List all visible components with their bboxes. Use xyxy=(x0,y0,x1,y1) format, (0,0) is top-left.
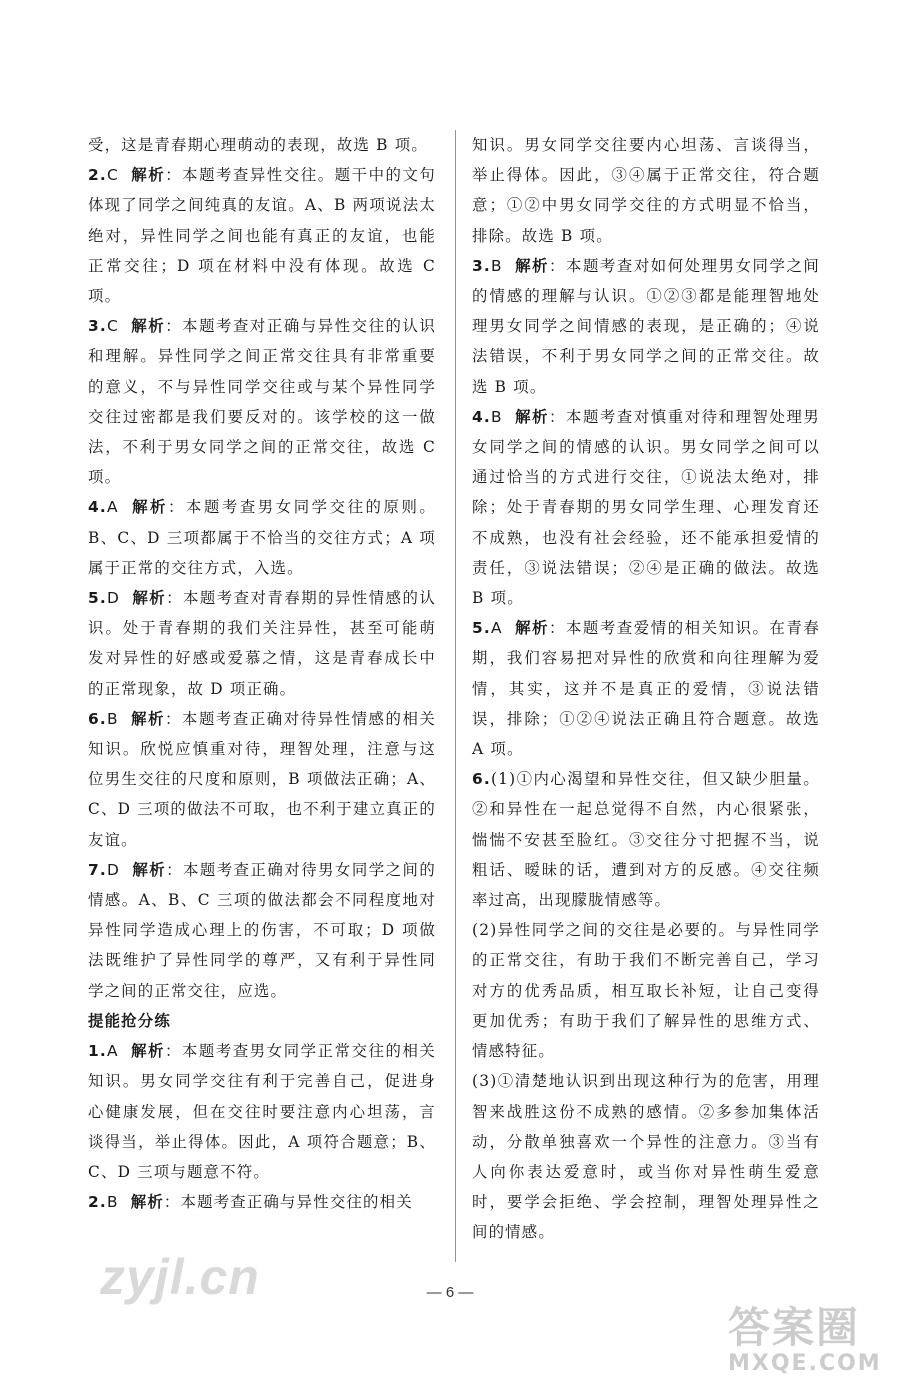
right-continuation xyxy=(472,130,820,251)
item-answer: B xyxy=(106,1193,119,1212)
item-number: 7. xyxy=(88,860,107,879)
answer-item xyxy=(88,855,436,1006)
analysis-label: 解析 xyxy=(130,1042,165,1061)
watermark-logo-text: 答案圈 xyxy=(728,1303,861,1352)
item-answer: C xyxy=(106,317,119,336)
page-number: — 6 — xyxy=(426,1284,474,1301)
item-answer: A xyxy=(106,1042,119,1061)
analysis-label: 解析 xyxy=(130,709,166,728)
item-number: 6. xyxy=(472,770,491,789)
item-number: 1. xyxy=(88,1042,107,1061)
analysis-text: ：本题考查对慎重对待和理智处理男女同学之间的情感的认识。男女同学之间可以通过恰当的方式进行交往，①说法太绝对，排除；处于青春期的男女同学生理、心理发育还不成熟，也没有社会经验，还不能承担爱情的责任，③说法错误；②④是正确的做法。故选 B 项。 xyxy=(472,407,821,608)
column-divider xyxy=(455,130,456,1262)
item-number: 2. xyxy=(88,1193,107,1212)
paragraph-text: 知识。男女同学交往要内心坦荡、言谈得当，举止得体。因此，③④属于正常交往，符合题意；①②中男女同学交往的方式明显不恰当，排除。故选 B 项。 xyxy=(472,136,820,245)
analysis-text: ：本题考查男女同学正常交往的相关知识。男女同学交往有利于完善自己，促进身心健康发展，但在交往时要注意内心坦荡，言谈得当，举止得体。因此，A 项符合题意；B、C、D 三项与题意不符。 xyxy=(88,1042,436,1181)
answer-item xyxy=(472,613,820,764)
answer-item xyxy=(88,1036,436,1187)
item-number: 4. xyxy=(472,407,491,426)
analysis-label: 解析 xyxy=(130,1193,164,1212)
right-column xyxy=(472,130,820,1248)
answer-item xyxy=(88,1187,436,1217)
sub-answer-text: (1)①内心渴望和异性交往，但又缺少胆量。②和异性在一起总觉得不自然，内心很紧张，惴惴不安甚至脸红。③交往分寸把握不当，说粗话、暧昧的话，遭到对方的反感。④交往频率过高，出现朦胧情感等。 xyxy=(472,770,820,910)
answer-item xyxy=(88,311,436,492)
paragraph-text: 受，这是青春期心理萌动的表现，故选 B 项。 xyxy=(88,136,428,154)
item-answer: B xyxy=(106,709,119,728)
answer-item xyxy=(88,160,436,311)
answer-item xyxy=(88,492,436,583)
analysis-text: ：本题考查爱情的相关知识。在青春期，我们容易把对异性的欣赏和向往理解为爱情，其实，这并不是真正的爱情，③说法错误，排除；①②④说法正确且符合题意。故选 A 项。 xyxy=(472,619,820,759)
analysis-label: 解析 xyxy=(514,256,550,275)
item-answer: C xyxy=(106,166,119,185)
analysis-label: 解析 xyxy=(130,498,168,517)
analysis-text: ：本题考查男女同学交往的原则。B、C、D 三项都属于不恰当的交往方式；A 项属于正常的交往方式，入选。 xyxy=(88,498,436,577)
analysis-label: 解析 xyxy=(130,317,166,336)
item-answer: A xyxy=(106,498,119,517)
item-answer: D xyxy=(106,589,121,608)
item-number: 3. xyxy=(472,256,491,275)
sub-answer: (2)异性同学之间的交往是必要的。与异性同学的正常交往，有助于我们不断完善自己，学习对方的优秀品质，相互取长补短，让自己变得更加优秀；有助于我们了解异性的思维方式、情感特征。 xyxy=(472,921,820,1061)
analysis-label: 解析 xyxy=(514,619,549,638)
item-number: 4. xyxy=(88,498,107,517)
left-column xyxy=(88,130,436,1217)
analysis-text: ：本题考查正确对待男女同学之间的情感。A、B、C 三项的做法都会不同程度地对异性同学造成心理上的伤害，不可取；D 项做法既维护了异性同学的尊严，又有利于异性同学之间的正常交往，应选。 xyxy=(88,860,436,1000)
item-number: 5. xyxy=(472,619,491,638)
item-answer: B xyxy=(490,256,503,275)
item-number: 3. xyxy=(88,317,107,336)
analysis-text: ：本题考查正确与异性交往的相关 xyxy=(163,1193,413,1212)
item-number: 5. xyxy=(88,589,107,608)
analysis-text: ：本题考查对如何处理男女同学之间的情感的理解与认识。①②③都是能理智地处理男女同学之间情感的表现，是正确的；④说法错误，不利于男女同学之间的正常交往。故选 B 项。 xyxy=(472,256,821,396)
analysis-text: ：本题考查异性交往。题干中的文句体现了同学之间纯真的友谊。A、B 两项说法太绝对，异性同学之间也能有真正的友谊，也能正常交往；D 项在材料中没有体现。故选 C 项。 xyxy=(88,166,437,306)
left-continuation xyxy=(88,130,436,160)
analysis-label: 解析 xyxy=(514,407,550,426)
answer-item-6 xyxy=(472,764,820,915)
item-answer: D xyxy=(106,860,121,879)
item-number: 6. xyxy=(88,709,107,728)
analysis-text: ：本题考查对正确与异性交往的认识和理解。异性同学之间正常交往具有非常重要的意义，不与异性同学交往或与某个异性同学交往过密都是我们要反对的。该学校的这一做法，不利于男女同学之间的正常交往，故选 C 项。 xyxy=(88,317,437,487)
item-number: 2. xyxy=(88,166,107,185)
item-answer: B xyxy=(490,407,503,426)
answer-item xyxy=(472,402,820,613)
analysis-text: ：本题考查对青春期的异性情感的认识。处于青春期的我们关注异性，甚至可能萌发对异性的好感或爱慕之情，这是青春成长中的正常现象，故 D 项正确。 xyxy=(88,589,436,698)
watermark-logo-url: MXQE.COM xyxy=(728,1351,882,1376)
answer-item xyxy=(88,583,436,704)
watermark-logo-right xyxy=(728,1305,888,1385)
sub-answer: (3)①清楚地认识到出现这种行为的危害，用理智来战胜这份不成熟的感情。②多参加集体活动，分散单独喜欢一个异性的注意力。③当有人向你表达爱意时，或当你对异性萌生爱意时，要学会拒绝、学会控制，理智处理异性之间的情感。 xyxy=(472,1072,820,1242)
item-answer: A xyxy=(490,619,503,638)
answer-item xyxy=(472,251,820,402)
analysis-label: 解析 xyxy=(130,166,166,185)
analysis-text: ：本题考查正确对待异性情感的相关知识。欣悦应慎重对待，理智处理，注意与这位男生交往的尺度和原则，B 项做法正确；A、C、D 三项的做法不可取，也不利于建立真正的友谊。 xyxy=(88,709,437,849)
answer-item xyxy=(88,704,436,855)
section-title: 提能抢分练 xyxy=(88,1011,171,1030)
analysis-label: 解析 xyxy=(132,860,167,879)
watermark-logo-left: zyjl.cn xyxy=(100,1249,260,1305)
analysis-label: 解析 xyxy=(132,589,167,608)
